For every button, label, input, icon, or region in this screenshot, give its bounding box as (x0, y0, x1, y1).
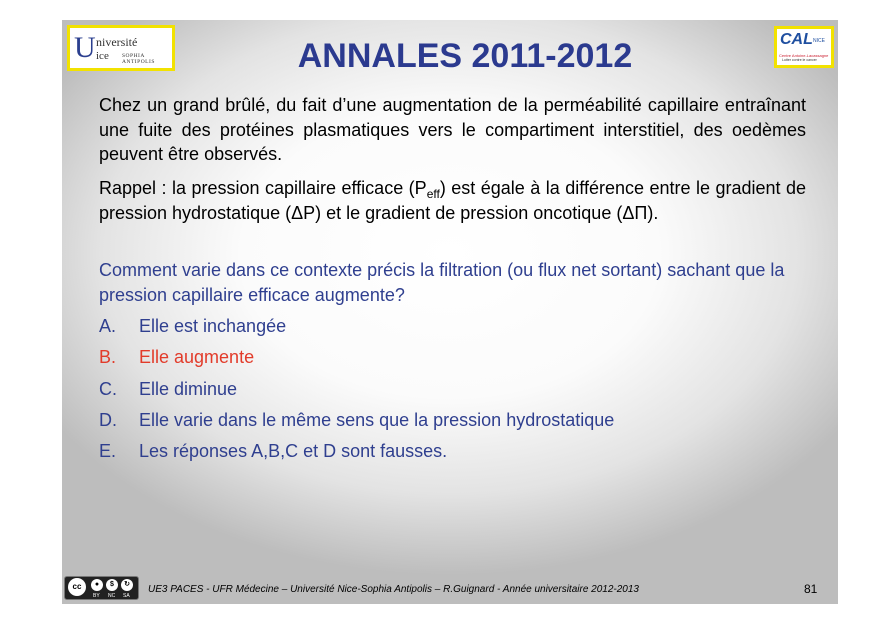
option-a (99, 314, 286, 338)
option-text: Elle diminue (139, 379, 238, 399)
option-text: Les réponses A,B,C et D sont fausses. (139, 441, 448, 461)
by-label: BY (93, 593, 100, 599)
footer-text: UE3 PACES - UFR Médecine – Université Nice-Sophia Antipolis – R.Guignard - Année universitaire 2012-2013 (148, 584, 639, 595)
option-text: Elle est inchangée (139, 316, 287, 336)
option-c (99, 377, 237, 401)
university-logo-line2: ice (96, 50, 109, 62)
rappel-end: ) est égale à la différence entre le gradient de pression hydrostatique (ΔP) et le gradient de pression oncotique (ΔΠ). (99, 178, 806, 223)
cal-logo (774, 26, 834, 68)
nc-icon: $ (106, 579, 118, 591)
cal-logo-brand: CAL (780, 31, 813, 48)
option-letter: E. (99, 441, 117, 461)
cc-icon: cc (68, 578, 86, 596)
university-monogram: U (74, 31, 96, 64)
rappel-subscript: eff (426, 187, 440, 201)
question-text: Comment varie dans ce contexte précis la filtration (ou flux net sortant) sachant que la pression capillaire efficace augmente? (99, 260, 785, 305)
option-text: Elle varie dans le même sens que la pression hydrostatique (139, 410, 615, 430)
cal-logo-line2: Lutter contre le cancer (782, 58, 817, 62)
by-icon: ● (91, 579, 103, 591)
nc-label: NC (108, 593, 116, 599)
option-d (99, 408, 614, 432)
option-text: Elle augmente (139, 347, 255, 367)
intro-paragraph: Chez un grand brûlé, du fait d’une augmentation de la perméabilité capillaire entraînant une fuite des protéines plasmatiques vers le compartiment interstitiel, des oedèmes peuvent être observés. (99, 95, 806, 164)
slide-title: ANNALES 2011-2012 (297, 37, 633, 75)
page-number: 81 (804, 582, 818, 596)
option-b-correct (99, 345, 254, 369)
rappel-paragraph (99, 176, 806, 225)
university-logo-line1: niversité (96, 35, 138, 49)
cal-logo-line1: Centre Antoine-Lacassagne (779, 53, 829, 58)
option-letter: D. (99, 410, 117, 430)
option-letter: B. (99, 347, 117, 367)
university-logo (67, 25, 175, 71)
cal-logo-city: NICE (813, 38, 825, 44)
university-logo-line3: SOPHIA ANTIPOLIS (122, 53, 155, 65)
rappel-start: Rappel : la pression capillaire efficace (P (99, 178, 427, 198)
option-e (99, 439, 447, 463)
sa-label: SA (123, 593, 130, 599)
creative-commons-badge (64, 576, 139, 600)
option-letter: A. (99, 316, 117, 336)
option-letter: C. (99, 379, 117, 399)
sa-icon: ↻ (121, 579, 133, 591)
slide (62, 20, 838, 604)
